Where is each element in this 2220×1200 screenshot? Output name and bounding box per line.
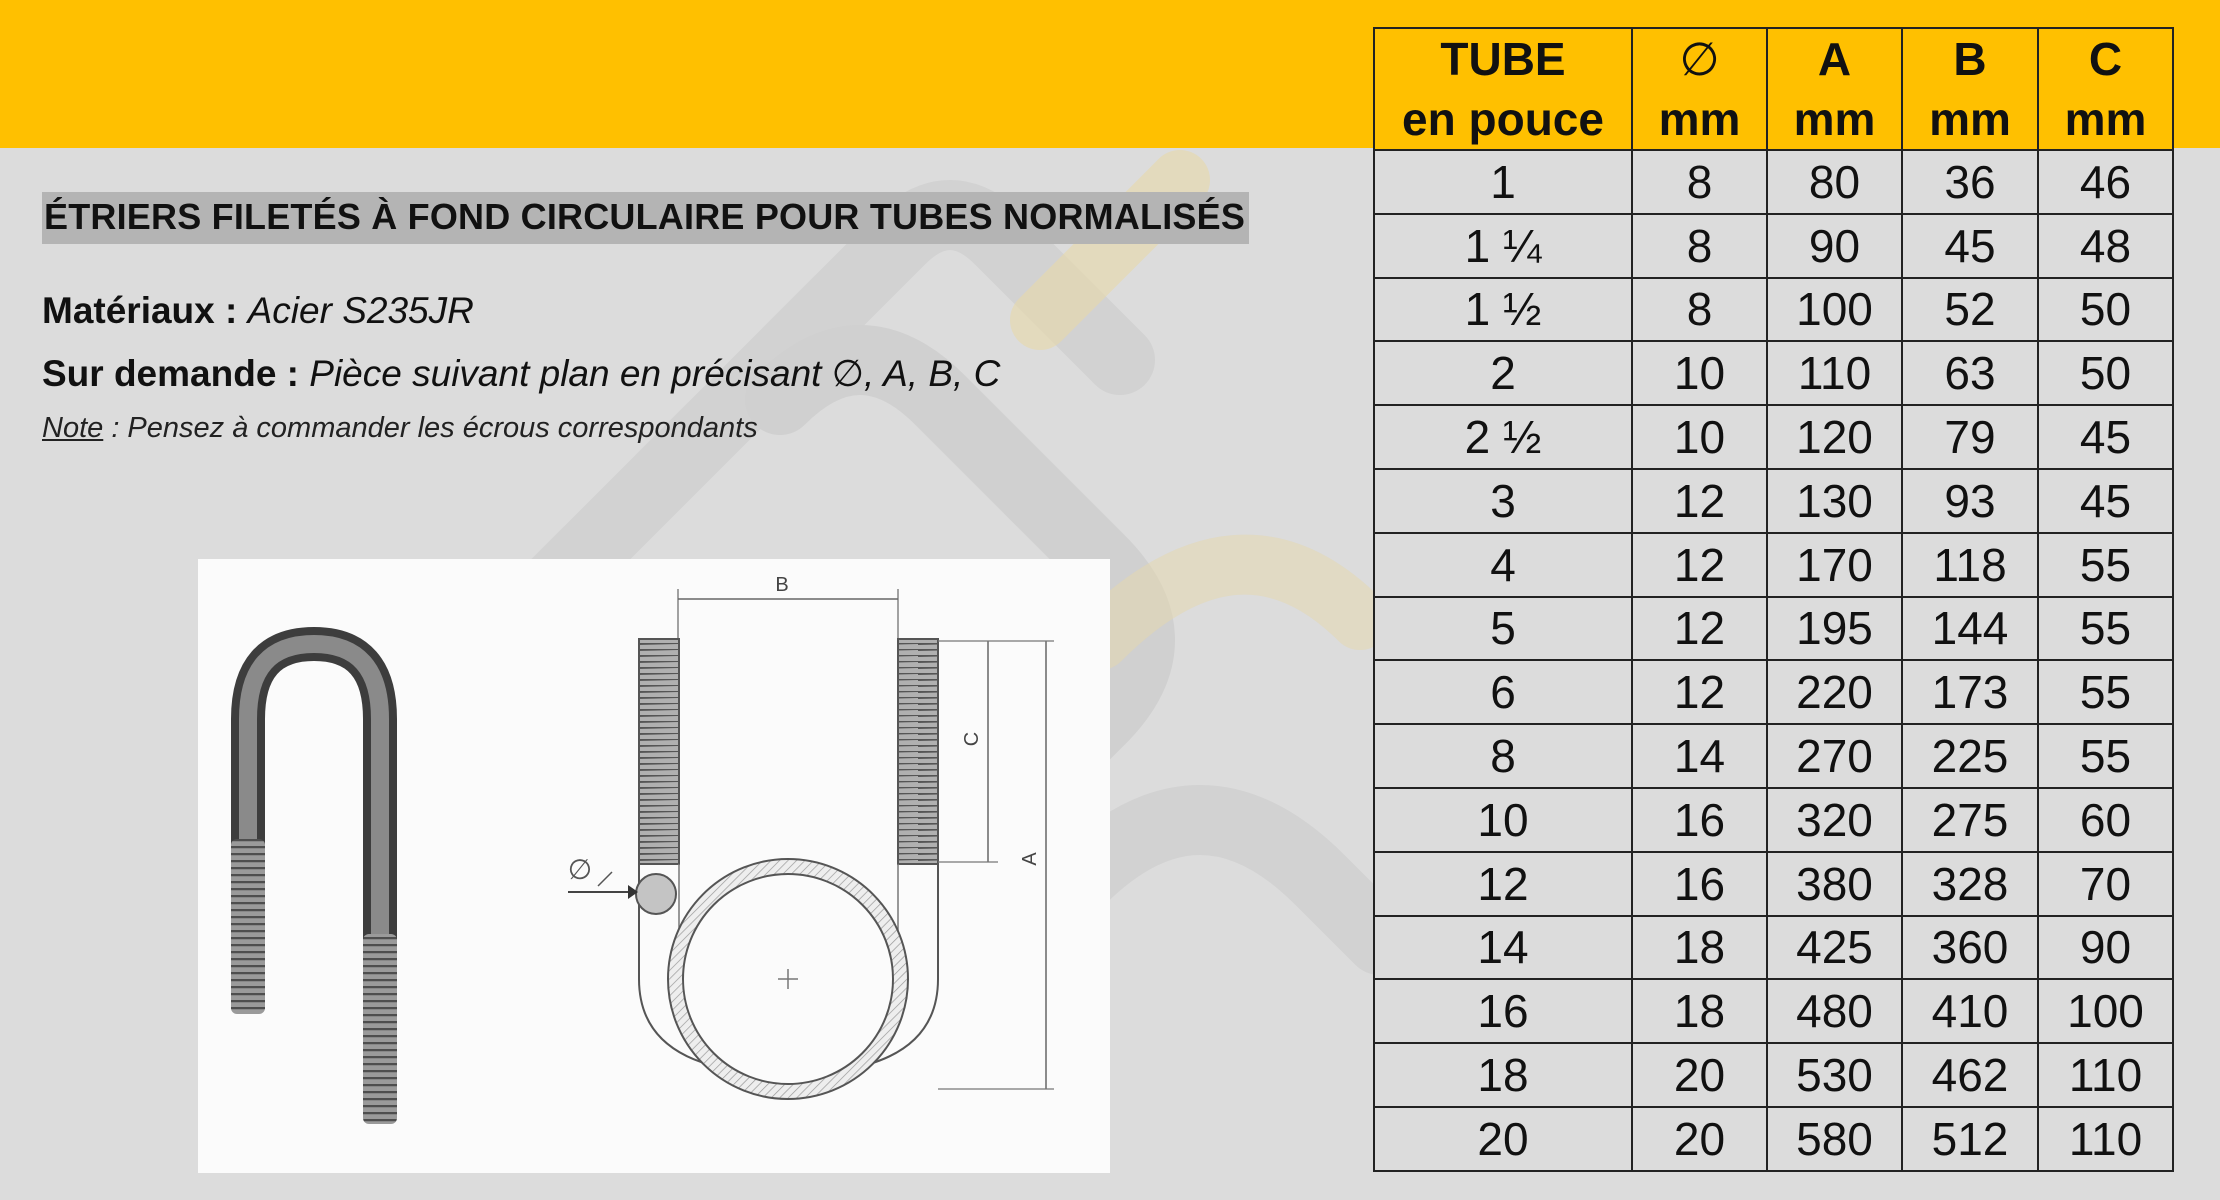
- table-cell: 10: [1632, 341, 1767, 405]
- table-cell: 14: [1632, 724, 1767, 788]
- table-cell: 8: [1374, 724, 1632, 788]
- table-row: [1374, 469, 2173, 533]
- table-cell: 380: [1767, 852, 1902, 916]
- page-title: ÉTRIERS FILETÉS À FOND CIRCULAIRE POUR TUBES NORMALISÉS: [42, 192, 1249, 244]
- header-tube: TUBE en pouce: [1374, 28, 1632, 150]
- table-cell: 18: [1632, 916, 1767, 980]
- on-request-label: Sur demande :: [42, 353, 299, 394]
- dimension-c-label: C: [961, 731, 983, 747]
- dimension-a-label: A: [1019, 852, 1041, 866]
- table-row: [1374, 724, 2173, 788]
- table-cell: 8: [1632, 278, 1767, 342]
- table-cell: 16: [1374, 979, 1632, 1043]
- table-cell: 320: [1767, 788, 1902, 852]
- table-cell: 1: [1374, 150, 1632, 214]
- table-cell: 79: [1902, 405, 2038, 469]
- table-cell: 50: [2038, 278, 2173, 342]
- table-cell: 110: [1767, 341, 1902, 405]
- table-cell: 170: [1767, 533, 1902, 597]
- note-label: Note: [42, 412, 104, 444]
- on-request-value: Pièce suivant plan en précisant ∅, A, B, C: [309, 353, 1001, 394]
- table-body: [1374, 150, 2173, 1171]
- table-cell: 55: [2038, 660, 2173, 724]
- table-cell: 48: [2038, 214, 2173, 278]
- table-row: [1374, 214, 2173, 278]
- table-cell: 55: [2038, 533, 2173, 597]
- table-cell: 3: [1374, 469, 1632, 533]
- table-cell: 144: [1902, 597, 2038, 661]
- table-cell: 410: [1902, 979, 2038, 1043]
- table-cell: 12: [1632, 533, 1767, 597]
- table-cell: 20: [1374, 1107, 1632, 1171]
- table-row: [1374, 788, 2173, 852]
- table-cell: 173: [1902, 660, 2038, 724]
- header-a: A mm: [1767, 28, 1902, 150]
- table-row: [1374, 660, 2173, 724]
- table-row: [1374, 597, 2173, 661]
- table-cell: 2 ½: [1374, 405, 1632, 469]
- table-cell: 36: [1902, 150, 2038, 214]
- table-cell: 14: [1374, 916, 1632, 980]
- table-cell: 195: [1767, 597, 1902, 661]
- u-bolt-drawing: [198, 559, 1110, 1173]
- table-cell: 8: [1632, 150, 1767, 214]
- table-cell: 425: [1767, 916, 1902, 980]
- table-cell: 52: [1902, 278, 2038, 342]
- table-row: [1374, 1043, 2173, 1107]
- table-row: [1374, 979, 2173, 1043]
- table-cell: 45: [1902, 214, 2038, 278]
- header-b: B mm: [1902, 28, 2038, 150]
- table-cell: 90: [1767, 214, 1902, 278]
- table-cell: 118: [1902, 533, 2038, 597]
- note-line: [42, 412, 758, 445]
- header-c: C mm: [2038, 28, 2173, 150]
- table-row: [1374, 852, 2173, 916]
- table-cell: 120: [1767, 405, 1902, 469]
- dimension-b-label: B: [775, 574, 789, 596]
- table-cell: 18: [1374, 1043, 1632, 1107]
- table-cell: 10: [1632, 405, 1767, 469]
- table-cell: 90: [2038, 916, 2173, 980]
- table-cell: 16: [1632, 788, 1767, 852]
- on-request-line: [42, 352, 1000, 395]
- table-cell: 225: [1902, 724, 2038, 788]
- table-cell: 18: [1632, 979, 1767, 1043]
- table-cell: 530: [1767, 1043, 1902, 1107]
- u-bolt-technical: [568, 589, 1054, 1099]
- table-cell: 360: [1902, 916, 2038, 980]
- u-bolt-svg: [198, 559, 1110, 1173]
- table-cell: 12: [1632, 660, 1767, 724]
- table-cell: 110: [2038, 1043, 2173, 1107]
- table-cell: 100: [2038, 979, 2173, 1043]
- note-text: : Pensez à commander les écrous correspondants: [103, 412, 758, 444]
- materials-value: Acier S235JR: [247, 290, 474, 331]
- table-cell: 20: [1632, 1043, 1767, 1107]
- table-row: [1374, 341, 2173, 405]
- table-cell: 4: [1374, 533, 1632, 597]
- diameter-label: ∅: [567, 853, 593, 886]
- table-cell: 328: [1902, 852, 2038, 916]
- table-cell: 1 ½: [1374, 278, 1632, 342]
- table-cell: 80: [1767, 150, 1902, 214]
- table-cell: 93: [1902, 469, 2038, 533]
- table-cell: 50: [2038, 341, 2173, 405]
- table-cell: 70: [2038, 852, 2173, 916]
- table-cell: 12: [1374, 852, 1632, 916]
- table-cell: 275: [1902, 788, 2038, 852]
- table-cell: 16: [1632, 852, 1767, 916]
- table-cell: 8: [1632, 214, 1767, 278]
- dimensions-table: [1373, 27, 2174, 1172]
- table-cell: 110: [2038, 1107, 2173, 1171]
- table-cell: 5: [1374, 597, 1632, 661]
- table-row: [1374, 533, 2173, 597]
- table-cell: 12: [1632, 469, 1767, 533]
- table-cell: 10: [1374, 788, 1632, 852]
- table-cell: 512: [1902, 1107, 2038, 1171]
- table-cell: 63: [1902, 341, 2038, 405]
- table-cell: 100: [1767, 278, 1902, 342]
- table-cell: 270: [1767, 724, 1902, 788]
- table-cell: 462: [1902, 1043, 2038, 1107]
- table-cell: 2: [1374, 341, 1632, 405]
- u-bolt-3d: [231, 644, 397, 1124]
- table-cell: 220: [1767, 660, 1902, 724]
- table-cell: 1 ¼: [1374, 214, 1632, 278]
- materials-label: Matériaux :: [42, 290, 238, 331]
- table-row: [1374, 1107, 2173, 1171]
- table-cell: 480: [1767, 979, 1902, 1043]
- table-row: [1374, 150, 2173, 214]
- table-cell: 60: [2038, 788, 2173, 852]
- table-row: [1374, 278, 2173, 342]
- materials-line: [42, 290, 474, 332]
- table-cell: 45: [2038, 405, 2173, 469]
- table-header-row: [1374, 28, 2173, 150]
- table-cell: 46: [2038, 150, 2173, 214]
- table-cell: 580: [1767, 1107, 1902, 1171]
- table-row: [1374, 916, 2173, 980]
- table-cell: 130: [1767, 469, 1902, 533]
- header-diameter: ∅ mm: [1632, 28, 1767, 150]
- table-cell: 45: [2038, 469, 2173, 533]
- table-cell: 20: [1632, 1107, 1767, 1171]
- table-cell: 55: [2038, 724, 2173, 788]
- table-cell: 55: [2038, 597, 2173, 661]
- table-cell: 6: [1374, 660, 1632, 724]
- table-row: [1374, 405, 2173, 469]
- table-cell: 12: [1632, 597, 1767, 661]
